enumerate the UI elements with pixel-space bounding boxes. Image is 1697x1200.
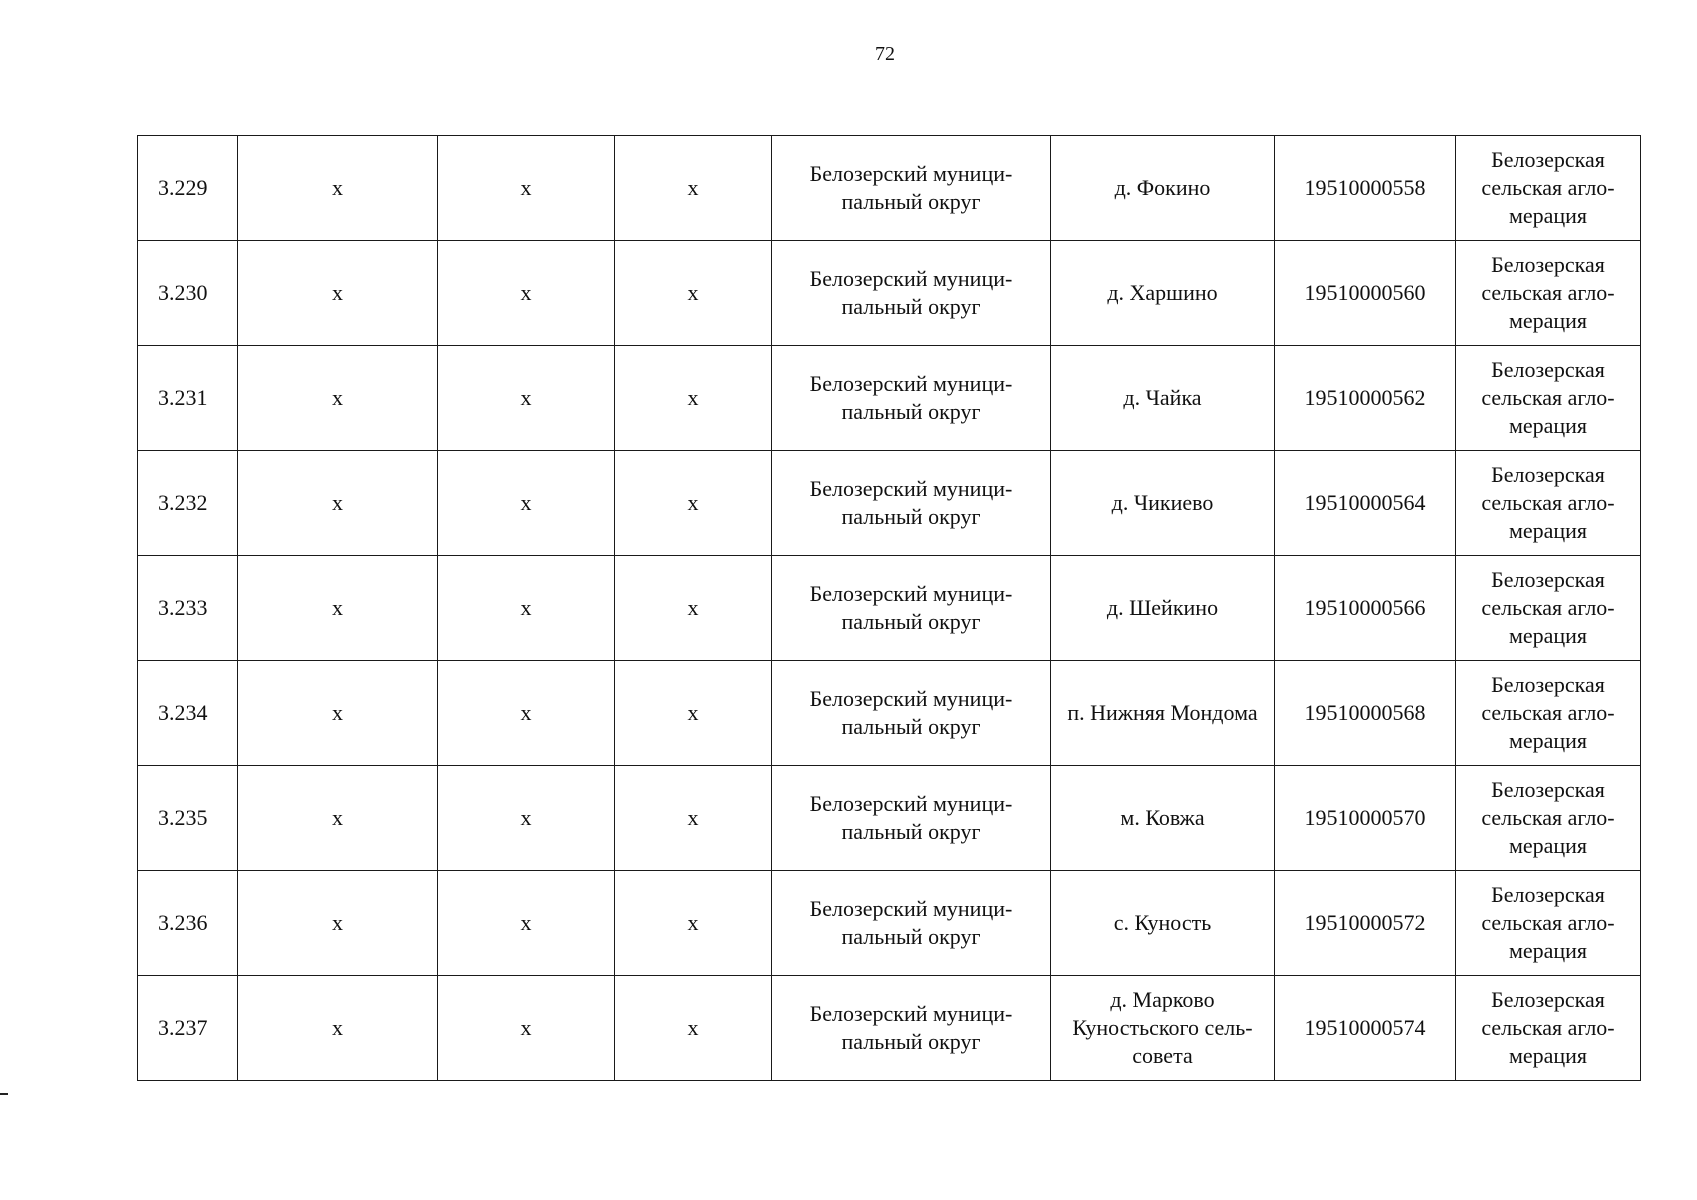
row-number: 3.236 bbox=[138, 871, 238, 976]
code-cell: 19510000564 bbox=[1275, 451, 1456, 556]
code-cell: 19510000574 bbox=[1275, 976, 1456, 1081]
district-cell: Белозерский муници-пальный округ bbox=[772, 241, 1051, 346]
agglomeration-cell: Белозерская сельская агло-мерация bbox=[1456, 871, 1641, 976]
locality-cell: м. Ковжа bbox=[1051, 766, 1275, 871]
code-cell: 19510000558 bbox=[1275, 136, 1456, 241]
registry-table bbox=[137, 135, 1641, 1081]
locality-cell: с. Куность bbox=[1051, 871, 1275, 976]
agglomeration-cell: Белозерская сельская агло-мерация bbox=[1456, 136, 1641, 241]
row-number: 3.233 bbox=[138, 556, 238, 661]
agglomeration-cell: Белозерская сельская агло-мерация bbox=[1456, 451, 1641, 556]
cell-col-3: x bbox=[438, 346, 615, 451]
locality-cell: д. Шейкино bbox=[1051, 556, 1275, 661]
row-number: 3.232 bbox=[138, 451, 238, 556]
cell-col-4: x bbox=[615, 766, 772, 871]
locality-cell: д. Харшино bbox=[1051, 241, 1275, 346]
cell-col-2: x bbox=[238, 976, 438, 1081]
cell-col-3: x bbox=[438, 556, 615, 661]
table-row bbox=[138, 136, 1641, 241]
table-row bbox=[138, 661, 1641, 766]
locality-cell: д. Чайка bbox=[1051, 346, 1275, 451]
agglomeration-cell: Белозерская сельская агло-мерация bbox=[1456, 766, 1641, 871]
locality-cell: д. Марково Куностьского сель-совета bbox=[1051, 976, 1275, 1081]
cell-col-2: x bbox=[238, 556, 438, 661]
cell-col-4: x bbox=[615, 136, 772, 241]
code-cell: 19510000572 bbox=[1275, 871, 1456, 976]
cell-col-4: x bbox=[615, 451, 772, 556]
table-row bbox=[138, 976, 1641, 1081]
district-cell: Белозерский муници-пальный округ bbox=[772, 976, 1051, 1081]
cell-col-3: x bbox=[438, 976, 615, 1081]
cell-col-2: x bbox=[238, 451, 438, 556]
locality-cell: п. Нижняя Мондома bbox=[1051, 661, 1275, 766]
cell-col-3: x bbox=[438, 766, 615, 871]
cell-col-2: x bbox=[238, 346, 438, 451]
cell-col-2: x bbox=[238, 766, 438, 871]
agglomeration-cell: Белозерская сельская агло-мерация bbox=[1456, 661, 1641, 766]
table-row bbox=[138, 241, 1641, 346]
row-number: 3.231 bbox=[138, 346, 238, 451]
cell-col-3: x bbox=[438, 661, 615, 766]
code-cell: 19510000570 bbox=[1275, 766, 1456, 871]
cell-col-3: x bbox=[438, 241, 615, 346]
district-cell: Белозерский муници-пальный округ bbox=[772, 136, 1051, 241]
cell-col-3: x bbox=[438, 871, 615, 976]
code-cell: 19510000566 bbox=[1275, 556, 1456, 661]
cell-col-2: x bbox=[238, 661, 438, 766]
cell-col-4: x bbox=[615, 346, 772, 451]
table-row bbox=[138, 451, 1641, 556]
table-row bbox=[138, 346, 1641, 451]
agglomeration-cell: Белозерская сельская агло-мерация bbox=[1456, 346, 1641, 451]
cell-col-2: x bbox=[238, 136, 438, 241]
cell-col-4: x bbox=[615, 871, 772, 976]
agglomeration-cell: Белозерская сельская агло-мерация bbox=[1456, 976, 1641, 1081]
row-number: 3.230 bbox=[138, 241, 238, 346]
locality-cell: д. Фокино bbox=[1051, 136, 1275, 241]
cell-col-3: x bbox=[438, 136, 615, 241]
row-number: 3.229 bbox=[138, 136, 238, 241]
margin-mark bbox=[0, 1093, 8, 1095]
district-cell: Белозерский муници-пальный округ bbox=[772, 346, 1051, 451]
cell-col-4: x bbox=[615, 241, 772, 346]
cell-col-4: x bbox=[615, 976, 772, 1081]
code-cell: 19510000560 bbox=[1275, 241, 1456, 346]
district-cell: Белозерский муници-пальный округ bbox=[772, 661, 1051, 766]
district-cell: Белозерский муници-пальный округ bbox=[772, 871, 1051, 976]
row-number: 3.234 bbox=[138, 661, 238, 766]
agglomeration-cell: Белозерская сельская агло-мерация bbox=[1456, 241, 1641, 346]
cell-col-2: x bbox=[238, 241, 438, 346]
locality-cell: д. Чикиево bbox=[1051, 451, 1275, 556]
cell-col-2: x bbox=[238, 871, 438, 976]
page-number: 72 bbox=[875, 43, 895, 65]
cell-col-3: x bbox=[438, 451, 615, 556]
code-cell: 19510000562 bbox=[1275, 346, 1456, 451]
cell-col-4: x bbox=[615, 661, 772, 766]
row-number: 3.237 bbox=[138, 976, 238, 1081]
table-row bbox=[138, 871, 1641, 976]
code-cell: 19510000568 bbox=[1275, 661, 1456, 766]
district-cell: Белозерский муници-пальный округ bbox=[772, 451, 1051, 556]
cell-col-4: x bbox=[615, 556, 772, 661]
district-cell: Белозерский муници-пальный округ bbox=[772, 556, 1051, 661]
table-row bbox=[138, 556, 1641, 661]
agglomeration-cell: Белозерская сельская агло-мерация bbox=[1456, 556, 1641, 661]
row-number: 3.235 bbox=[138, 766, 238, 871]
district-cell: Белозерский муници-пальный округ bbox=[772, 766, 1051, 871]
table-row bbox=[138, 766, 1641, 871]
